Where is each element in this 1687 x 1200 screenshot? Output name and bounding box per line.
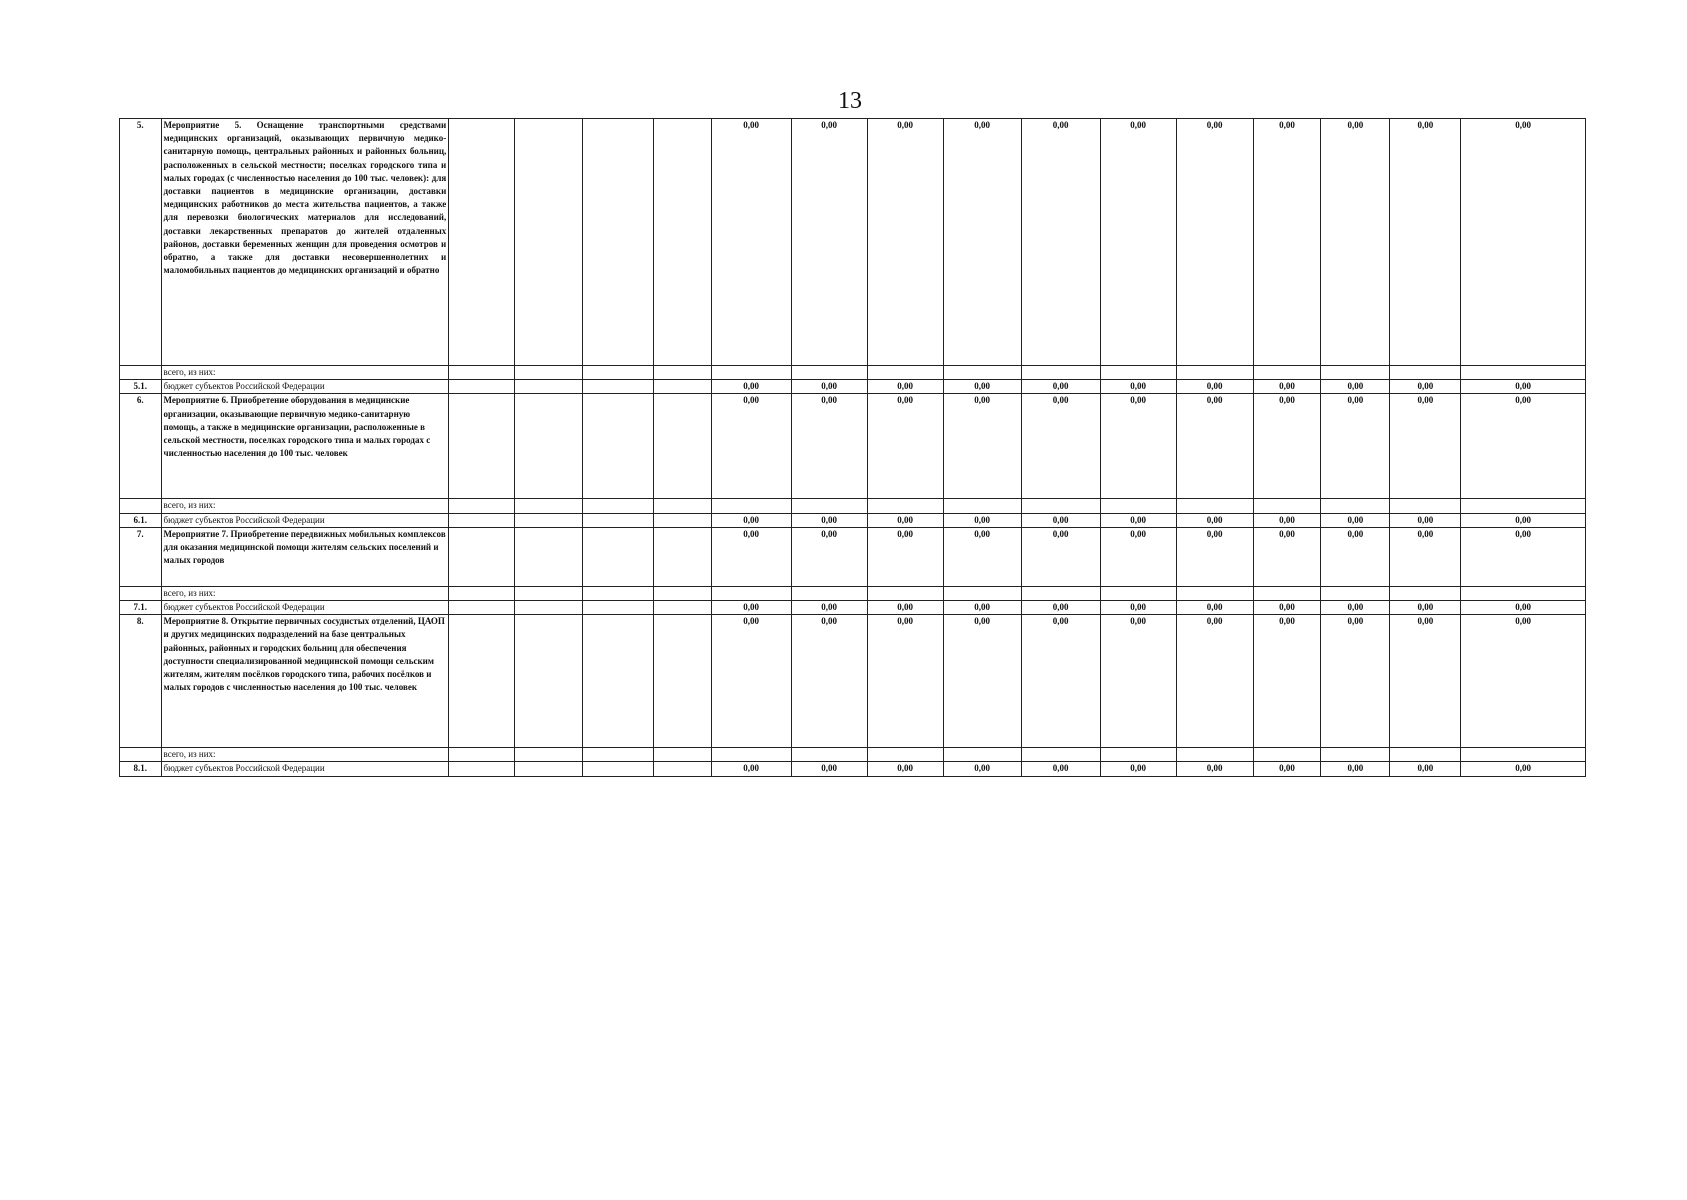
value-cell: 0,00 — [1321, 394, 1390, 499]
sub-value-cell: 0,00 — [1100, 380, 1176, 394]
empty-cell — [449, 380, 515, 394]
measure-number: 5. — [120, 119, 162, 366]
empty-cell — [515, 527, 583, 586]
empty-cell — [1021, 748, 1100, 762]
empty-cell — [653, 586, 711, 600]
total-label: всего, из них: — [161, 499, 449, 513]
empty-cell — [653, 762, 711, 776]
empty-cell — [120, 499, 162, 513]
value-cell: 0,00 — [1390, 527, 1461, 586]
value-cell: 0,00 — [1461, 615, 1586, 748]
value-cell: 0,00 — [867, 615, 943, 748]
value-cell: 0,00 — [943, 394, 1021, 499]
sub-value-cell: 0,00 — [1100, 601, 1176, 615]
sub-value-cell: 0,00 — [1461, 762, 1586, 776]
sub-label: бюджет субъектов Российской Федерации — [161, 601, 449, 615]
total-label: всего, из них: — [161, 366, 449, 380]
value-cell: 0,00 — [1021, 119, 1100, 366]
empty-cell — [1321, 586, 1390, 600]
empty-cell — [449, 513, 515, 527]
measure-title: Мероприятие 8. Открытие первичных сосудистых отделений, ЦАОП и других медицинских подразделений на базе центральных районных, районных и городских больниц для обеспечения доступности специализированной медицинской помощи сельским жителям, жителям посёлков городского типа, рабочих посёлков и малых городов с численностью населения до 100 тыс. человек — [161, 615, 449, 748]
empty-cell — [515, 762, 583, 776]
empty-cell — [582, 394, 653, 499]
empty-cell — [515, 119, 583, 366]
sub-value-cell: 0,00 — [1461, 601, 1586, 615]
value-cell: 0,00 — [1253, 394, 1321, 499]
empty-cell — [1100, 748, 1176, 762]
sub-value-cell: 0,00 — [711, 513, 791, 527]
sub-value-cell: 0,00 — [1461, 380, 1586, 394]
empty-cell — [653, 380, 711, 394]
value-cell: 0,00 — [711, 394, 791, 499]
empty-cell — [1390, 586, 1461, 600]
sub-value-cell: 0,00 — [791, 601, 867, 615]
empty-cell — [1390, 499, 1461, 513]
value-cell: 0,00 — [1321, 119, 1390, 366]
empty-cell — [1253, 748, 1321, 762]
empty-cell — [653, 119, 711, 366]
empty-cell — [449, 394, 515, 499]
sub-number: 5.1. — [120, 380, 162, 394]
empty-cell — [1253, 366, 1321, 380]
sub-value-cell: 0,00 — [711, 601, 791, 615]
sub-value-cell: 0,00 — [943, 513, 1021, 527]
empty-cell — [515, 615, 583, 748]
table-row-measure — [120, 527, 1586, 586]
value-cell: 0,00 — [1253, 615, 1321, 748]
empty-cell — [582, 119, 653, 366]
empty-cell — [120, 586, 162, 600]
empty-cell — [711, 366, 791, 380]
empty-cell — [515, 380, 583, 394]
empty-cell — [120, 748, 162, 762]
empty-cell — [1176, 366, 1253, 380]
empty-cell — [1321, 748, 1390, 762]
sub-value-cell: 0,00 — [711, 762, 791, 776]
empty-cell — [1461, 748, 1586, 762]
sub-value-cell: 0,00 — [1321, 601, 1390, 615]
empty-cell — [867, 366, 943, 380]
value-cell: 0,00 — [1461, 119, 1586, 366]
empty-cell — [1461, 586, 1586, 600]
table-row-measure — [120, 119, 1586, 366]
sub-value-cell: 0,00 — [1100, 513, 1176, 527]
empty-cell — [1253, 586, 1321, 600]
sub-value-cell: 0,00 — [1176, 601, 1253, 615]
empty-cell — [1176, 499, 1253, 513]
sub-value-cell: 0,00 — [1021, 601, 1100, 615]
sub-value-cell: 0,00 — [867, 601, 943, 615]
sub-number: 6.1. — [120, 513, 162, 527]
empty-cell — [653, 527, 711, 586]
empty-cell — [653, 601, 711, 615]
sub-value-cell: 0,00 — [1021, 380, 1100, 394]
sub-number: 7.1. — [120, 601, 162, 615]
empty-cell — [711, 748, 791, 762]
sub-value-cell: 0,00 — [867, 762, 943, 776]
value-cell: 0,00 — [867, 527, 943, 586]
measure-title: Мероприятие 5. Оснащение транспортными средствами медицинских организаций, оказывающих первичную медико-санитарную помощь, центральных районных и районных больниц, расположенных в сельской местности; поселках городского типа и малых городах (с численностью населения до 100 тыс. человек): для доставки пациентов в медицинские организации, доставки медицинских работников до места жительства пациентов, а также для перевозки биологических материалов для исследований, доставки лекарственных препаратов до жителей отдаленных районов, доставки беременных женщин для проведения осмотров и обратно, а также для доставки несовершеннолетних и маломобильных пациентов до медицинских организаций и обратно — [161, 119, 449, 366]
measure-title: Мероприятие 7. Приобретение передвижных мобильных комплексов для оказания медицинской помощи жителям сельских поселений и малых городов — [161, 527, 449, 586]
empty-cell — [1176, 748, 1253, 762]
table-row-budget — [120, 380, 1586, 394]
value-cell: 0,00 — [867, 119, 943, 366]
value-cell: 0,00 — [711, 527, 791, 586]
sub-value-cell: 0,00 — [1253, 380, 1321, 394]
empty-cell — [449, 748, 515, 762]
empty-cell — [449, 527, 515, 586]
table-row-budget — [120, 762, 1586, 776]
sub-label: бюджет субъектов Российской Федерации — [161, 513, 449, 527]
sub-value-cell: 0,00 — [1390, 513, 1461, 527]
value-cell: 0,00 — [1253, 119, 1321, 366]
empty-cell — [582, 586, 653, 600]
value-cell: 0,00 — [1390, 394, 1461, 499]
empty-cell — [1100, 586, 1176, 600]
table-row-total — [120, 748, 1586, 762]
sub-value-cell: 0,00 — [791, 513, 867, 527]
empty-cell — [1100, 366, 1176, 380]
measure-title: Мероприятие 6. Приобретение оборудования в медицинские организации, оказывающие первичную медико-санитарную помощь, а также в медицинские организации, расположенные в сельской местности, поселках городского типа и малых городах с численностью населения до 100 тыс. человек — [161, 394, 449, 499]
value-cell: 0,00 — [791, 527, 867, 586]
sub-value-cell: 0,00 — [1253, 762, 1321, 776]
sub-value-cell: 0,00 — [867, 380, 943, 394]
sub-value-cell: 0,00 — [1176, 380, 1253, 394]
empty-cell — [582, 366, 653, 380]
empty-cell — [515, 513, 583, 527]
empty-cell — [120, 366, 162, 380]
table-row-total — [120, 499, 1586, 513]
sub-value-cell: 0,00 — [791, 380, 867, 394]
value-cell: 0,00 — [943, 119, 1021, 366]
sub-value-cell: 0,00 — [1321, 513, 1390, 527]
table-row-total — [120, 586, 1586, 600]
empty-cell — [791, 748, 867, 762]
value-cell: 0,00 — [943, 615, 1021, 748]
value-cell: 0,00 — [1176, 527, 1253, 586]
empty-cell — [515, 366, 583, 380]
empty-cell — [653, 748, 711, 762]
sub-value-cell: 0,00 — [943, 380, 1021, 394]
measure-number: 6. — [120, 394, 162, 499]
value-cell: 0,00 — [1461, 394, 1586, 499]
empty-cell — [943, 366, 1021, 380]
empty-cell — [1461, 499, 1586, 513]
sub-value-cell: 0,00 — [1461, 513, 1586, 527]
empty-cell — [1390, 748, 1461, 762]
empty-cell — [449, 119, 515, 366]
empty-cell — [943, 586, 1021, 600]
sub-value-cell: 0,00 — [867, 513, 943, 527]
empty-cell — [449, 366, 515, 380]
value-cell: 0,00 — [711, 615, 791, 748]
value-cell: 0,00 — [1100, 615, 1176, 748]
empty-cell — [582, 380, 653, 394]
budget-table — [119, 118, 1586, 777]
empty-cell — [867, 748, 943, 762]
value-cell: 0,00 — [1100, 527, 1176, 586]
empty-cell — [449, 586, 515, 600]
sub-value-cell: 0,00 — [1176, 762, 1253, 776]
empty-cell — [515, 586, 583, 600]
empty-cell — [867, 586, 943, 600]
empty-cell — [653, 499, 711, 513]
empty-cell — [653, 366, 711, 380]
total-label: всего, из них: — [161, 586, 449, 600]
empty-cell — [1390, 366, 1461, 380]
empty-cell — [1461, 366, 1586, 380]
empty-cell — [1321, 366, 1390, 380]
table-row-budget — [120, 601, 1586, 615]
sub-value-cell: 0,00 — [1321, 762, 1390, 776]
empty-cell — [449, 762, 515, 776]
value-cell: 0,00 — [1253, 527, 1321, 586]
empty-cell — [791, 366, 867, 380]
empty-cell — [1321, 499, 1390, 513]
empty-cell — [1253, 499, 1321, 513]
value-cell: 0,00 — [791, 615, 867, 748]
value-cell: 0,00 — [1461, 527, 1586, 586]
empty-cell — [582, 527, 653, 586]
value-cell: 0,00 — [1390, 615, 1461, 748]
empty-cell — [1021, 366, 1100, 380]
empty-cell — [515, 748, 583, 762]
sub-value-cell: 0,00 — [1021, 513, 1100, 527]
value-cell: 0,00 — [711, 119, 791, 366]
sub-value-cell: 0,00 — [1390, 762, 1461, 776]
empty-cell — [653, 394, 711, 499]
empty-cell — [582, 601, 653, 615]
value-cell: 0,00 — [1176, 615, 1253, 748]
value-cell: 0,00 — [1021, 615, 1100, 748]
value-cell: 0,00 — [791, 119, 867, 366]
sub-value-cell: 0,00 — [1100, 762, 1176, 776]
empty-cell — [1176, 586, 1253, 600]
value-cell: 0,00 — [867, 394, 943, 499]
table-row-measure — [120, 615, 1586, 748]
value-cell: 0,00 — [1321, 527, 1390, 586]
sub-value-cell: 0,00 — [791, 762, 867, 776]
empty-cell — [791, 499, 867, 513]
value-cell: 0,00 — [1100, 119, 1176, 366]
sub-value-cell: 0,00 — [711, 380, 791, 394]
sub-value-cell: 0,00 — [1253, 513, 1321, 527]
empty-cell — [653, 513, 711, 527]
empty-cell — [515, 601, 583, 615]
measure-number: 7. — [120, 527, 162, 586]
empty-cell — [1021, 586, 1100, 600]
value-cell: 0,00 — [943, 527, 1021, 586]
empty-cell — [582, 615, 653, 748]
empty-cell — [867, 499, 943, 513]
empty-cell — [515, 499, 583, 513]
table-row-budget — [120, 513, 1586, 527]
empty-cell — [449, 615, 515, 748]
value-cell: 0,00 — [1390, 119, 1461, 366]
empty-cell — [653, 615, 711, 748]
page-number: 13 — [838, 88, 862, 114]
sub-value-cell: 0,00 — [943, 762, 1021, 776]
value-cell: 0,00 — [1176, 394, 1253, 499]
empty-cell — [582, 748, 653, 762]
empty-cell — [711, 499, 791, 513]
sub-value-cell: 0,00 — [1176, 513, 1253, 527]
empty-cell — [449, 499, 515, 513]
empty-cell — [515, 394, 583, 499]
sub-value-cell: 0,00 — [943, 601, 1021, 615]
empty-cell — [582, 762, 653, 776]
sub-value-cell: 0,00 — [1021, 762, 1100, 776]
sub-value-cell: 0,00 — [1321, 380, 1390, 394]
empty-cell — [1021, 499, 1100, 513]
total-label: всего, из них: — [161, 748, 449, 762]
empty-cell — [582, 499, 653, 513]
empty-cell — [1100, 499, 1176, 513]
sub-label: бюджет субъектов Российской Федерации — [161, 762, 449, 776]
empty-cell — [791, 586, 867, 600]
value-cell: 0,00 — [1100, 394, 1176, 499]
empty-cell — [711, 586, 791, 600]
sub-value-cell: 0,00 — [1253, 601, 1321, 615]
sub-value-cell: 0,00 — [1390, 601, 1461, 615]
value-cell: 0,00 — [1321, 615, 1390, 748]
value-cell: 0,00 — [1021, 527, 1100, 586]
empty-cell — [582, 513, 653, 527]
table-row-total — [120, 366, 1586, 380]
value-cell: 0,00 — [1176, 119, 1253, 366]
value-cell: 0,00 — [1021, 394, 1100, 499]
empty-cell — [943, 499, 1021, 513]
value-cell: 0,00 — [791, 394, 867, 499]
measure-number: 8. — [120, 615, 162, 748]
table-row-measure — [120, 394, 1586, 499]
sub-value-cell: 0,00 — [1390, 380, 1461, 394]
sub-number: 8.1. — [120, 762, 162, 776]
sub-label: бюджет субъектов Российской Федерации — [161, 380, 449, 394]
empty-cell — [943, 748, 1021, 762]
empty-cell — [449, 601, 515, 615]
